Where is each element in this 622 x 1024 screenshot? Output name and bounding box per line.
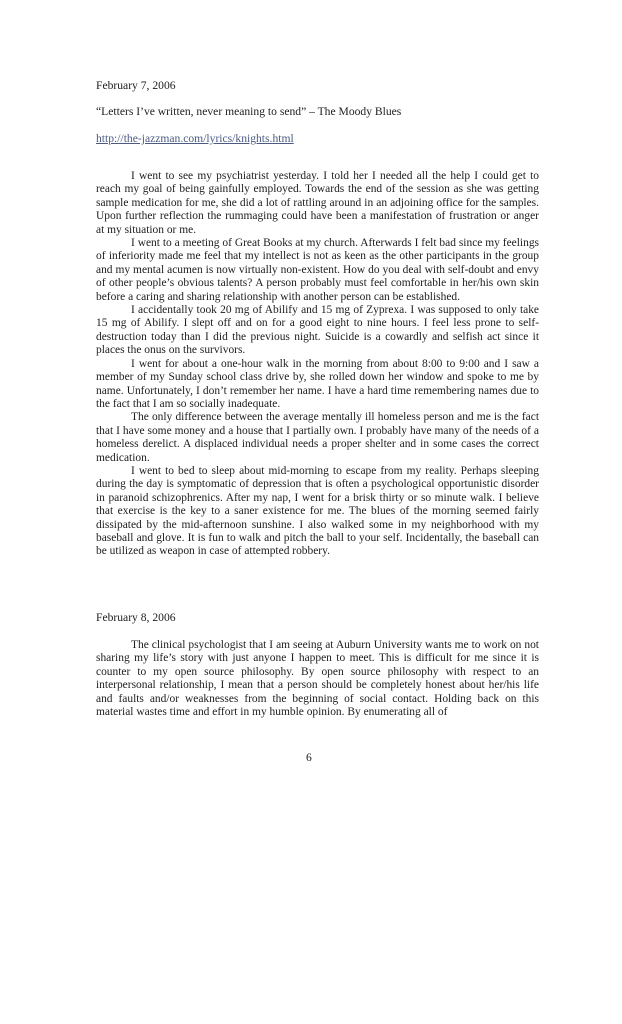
paragraph: The only difference between the average mentally ill homeless person and me is the fact that I have some money and a house that I partially own. I probably have many of the needs of a homeless derelict. A displaced individual needs a proper shelter and in some cases the correct medication. <box>96 411 539 464</box>
paragraph: I went for about a one-hour walk in the morning from about 8:00 to 9:00 and I saw a member of my Sunday school class drive by, she rolled down her window and spoke to me by name. Unfortunately, I don’t remember her name. I have a hard time remembering names due to the fact that I am so socially inadequate. <box>96 357 539 410</box>
entry-body <box>96 639 539 719</box>
entry-date: February 8, 2006 <box>96 611 176 624</box>
paragraph: I went to see my psychiatrist yesterday. I told her I needed all the help I could get to reach my goal of being gainfully employed. Towards the end of the session as she was getting sample medication for me, she did a lot of rattling around in an adjoining office for the samples. Upon further reflection the rummaging could have been a manifestation of frustration or anger at my situation or me. <box>96 170 539 236</box>
paragraph: I went to a meeting of Great Books at my church. Afterwards I felt bad since my feelings of inferiority made me feel that my intellect is not as keen as the other participants in the group and my mental acumen is now virtually non-existent. How do you deal with self-doubt and envy of other people’s obvious talents? A person probably must feel comfortable in her/his own skin before a caring and sharing relationship with another person can be established. <box>96 237 539 303</box>
lyrics-link[interactable]: http://the-jazzman.com/lyrics/knights.html <box>96 132 294 145</box>
entry-body <box>96 170 539 559</box>
epigraph: “Letters I’ve written, never meaning to send” – The Moody Blues <box>96 105 402 118</box>
paragraph: I went to bed to sleep about mid-morning to escape from my reality. Perhaps sleeping during the day is symptomatic of depression that is often a psychological opportunistic disorder in paranoid schizophrenics. After my nap, I went for a brisk thirty or so minute walk. I believe that exercise is the key to a saner existence for me. The blues of the morning seemed fairly dissipated by the mid-afternoon sunshine. I also walked some in my neighborhood with my baseball and glove. It is fun to walk and pitch the ball to your self. Incidentally, the baseball can be utilized as weapon in case of attempted robbery. <box>96 464 539 558</box>
entry-date: February 7, 2006 <box>96 79 176 92</box>
paragraph: I accidentally took 20 mg of Abilify and 15 mg of Zyprexa. I was supposed to only take 15 mg of Abilify. I slept off and on for a good eight to nine hours. I feel less prone to self-destruction today than I did the previous night. Suicide is a cowardly and selfish act since it places the onus on the survivors. <box>96 304 539 357</box>
paragraph: The clinical psychologist that I am seeing at Auburn University wants me to work on not sharing my life’s story with just anyone I happen to meet. This is difficult for me since it is counter to my open source philosophy. By open source philosophy with respect to an interpersonal relationship, I mean that a person should be completely honest about her/his life and faults and/or weaknesses from the beginning of social contact. Holding back on this material wastes time and effort in my humble opinion. By enumerating all of <box>96 639 539 719</box>
page-number: 6 <box>306 751 312 764</box>
